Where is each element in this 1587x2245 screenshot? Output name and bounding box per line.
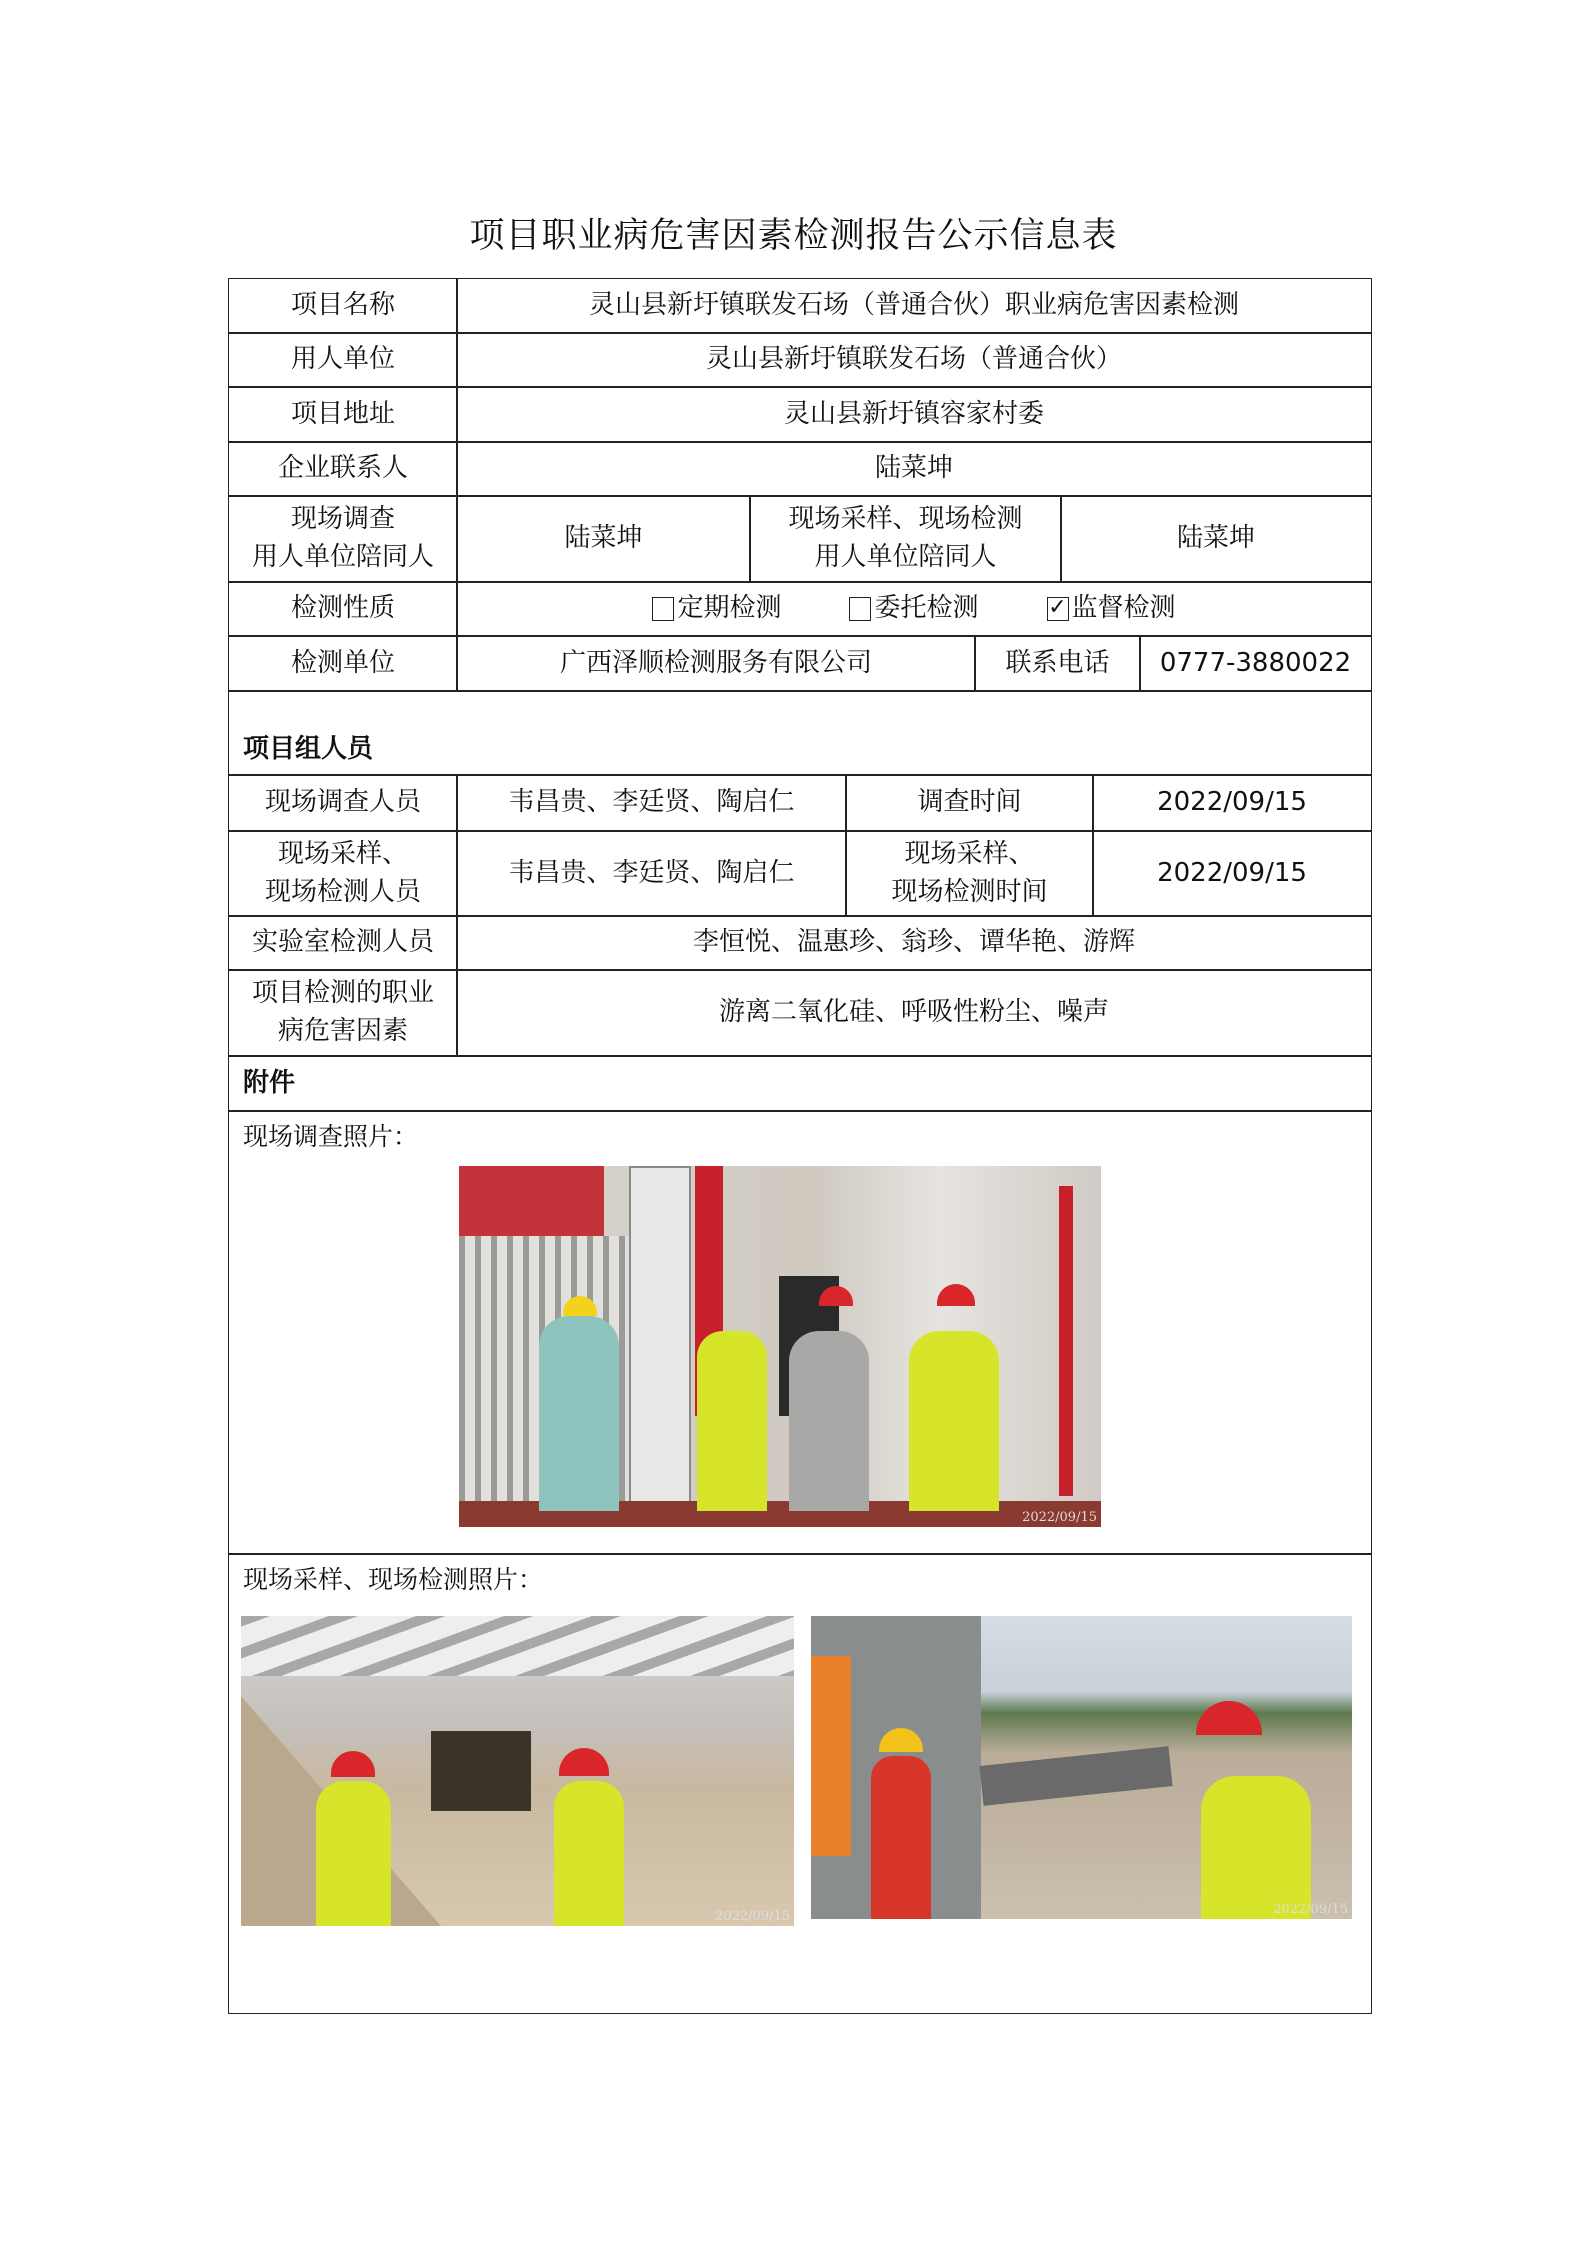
hazards-label-line2: 病危害因素 xyxy=(277,1016,408,1046)
survey-staff-label: 现场调查人员 xyxy=(228,774,458,832)
survey-time-label: 调查时间 xyxy=(845,774,1094,832)
survey-companion-value: 陆菜坤 xyxy=(456,495,751,583)
team-heading: 项目组人员 xyxy=(228,690,1372,776)
contact-value: 陆菜坤 xyxy=(456,441,1372,497)
photo-date-stamp: 2022/09/15 xyxy=(1273,1902,1348,1917)
sampling-staff-label xyxy=(228,830,458,917)
sampling-time-label xyxy=(845,830,1094,917)
lab-label: 检测单位 xyxy=(228,635,458,692)
phone-label: 联系电话 xyxy=(974,635,1141,692)
survey-photos-label: 现场调查照片： xyxy=(243,1122,419,1151)
sampling-photos-label: 现场采样、现场检测照片： xyxy=(243,1565,544,1594)
project-name-value: 灵山县新圩镇联发石场（普通合伙）职业病危害因素检测 xyxy=(456,278,1372,334)
survey-staff-value: 韦昌贵、李廷贤、陶启仁 xyxy=(456,774,847,832)
sampling-staff-label-line2: 现场检测人员 xyxy=(264,876,421,907)
lab-staff-label: 实验室检测人员 xyxy=(228,915,458,971)
survey-companion-label-line1: 现场调查 xyxy=(290,504,395,535)
sampling-time-value: 2022/09/15 xyxy=(1092,830,1372,917)
survey-companion-label xyxy=(228,495,458,583)
nature-options xyxy=(456,581,1372,637)
sampling-time-label-line1: 现场采样、 xyxy=(904,838,1035,869)
hazards-label-line1: 项目检测的职业 xyxy=(251,978,434,1009)
option-label: 监督检测 xyxy=(1071,593,1176,624)
address-label: 项目地址 xyxy=(228,386,458,443)
sampling-photo-2 xyxy=(811,1616,1352,1919)
option-label: 委托检测 xyxy=(874,593,979,624)
lab-value: 广西泽顺检测服务有限公司 xyxy=(456,635,976,692)
photo-date-stamp: 2022/09/15 xyxy=(1022,1510,1097,1525)
option-periodic[interactable] xyxy=(652,588,781,630)
address-value: 灵山县新圩镇容家村委 xyxy=(456,386,1372,443)
hazards-label xyxy=(228,969,458,1057)
employer-label: 用人单位 xyxy=(228,332,458,388)
photo-date-stamp: 2022/09/15 xyxy=(715,1909,790,1924)
option-commissioned[interactable] xyxy=(849,588,978,630)
checkbox-unchecked-icon[interactable] xyxy=(849,597,871,621)
attachments-heading: 附件 xyxy=(228,1055,1372,1112)
phone-value: 0777-3880022 xyxy=(1139,635,1372,692)
contact-label: 企业联系人 xyxy=(228,441,458,497)
sampling-companion-value: 陆菜坤 xyxy=(1060,495,1372,583)
sampling-photo-1 xyxy=(241,1616,794,1926)
project-name-label: 项目名称 xyxy=(228,278,458,334)
employer-value: 灵山县新圩镇联发石场（普通合伙） xyxy=(456,332,1372,388)
sampling-time-label-line2: 现场检测时间 xyxy=(891,876,1048,907)
lab-staff-value: 李恒悦、温惠珍、翁珍、谭华艳、游辉 xyxy=(456,915,1372,971)
sampling-companion-label-line1: 现场采样、现场检测 xyxy=(788,504,1023,535)
survey-time-value: 2022/09/15 xyxy=(1092,774,1372,832)
page-title: 项目职业病危害因素检测报告公示信息表 xyxy=(469,216,1118,256)
hazards-value: 游离二氧化硅、呼吸性粉尘、噪声 xyxy=(456,969,1372,1057)
survey-photo xyxy=(459,1166,1101,1527)
sampling-companion-label-line2: 用人单位陪同人 xyxy=(814,542,997,572)
sampling-staff-value: 韦昌贵、李廷贤、陶启仁 xyxy=(456,830,847,917)
checkbox-checked-icon[interactable]: ✓ xyxy=(1048,595,1067,620)
option-label: 定期检测 xyxy=(677,593,782,624)
sampling-companion-label xyxy=(749,495,1062,583)
nature-label: 检测性质 xyxy=(228,581,458,637)
sampling-staff-label-line1: 现场采样、 xyxy=(277,838,408,869)
checkbox-unchecked-icon[interactable] xyxy=(652,597,674,621)
survey-companion-label-line2: 用人单位陪同人 xyxy=(251,542,434,572)
option-supervisory[interactable] xyxy=(1047,588,1176,630)
